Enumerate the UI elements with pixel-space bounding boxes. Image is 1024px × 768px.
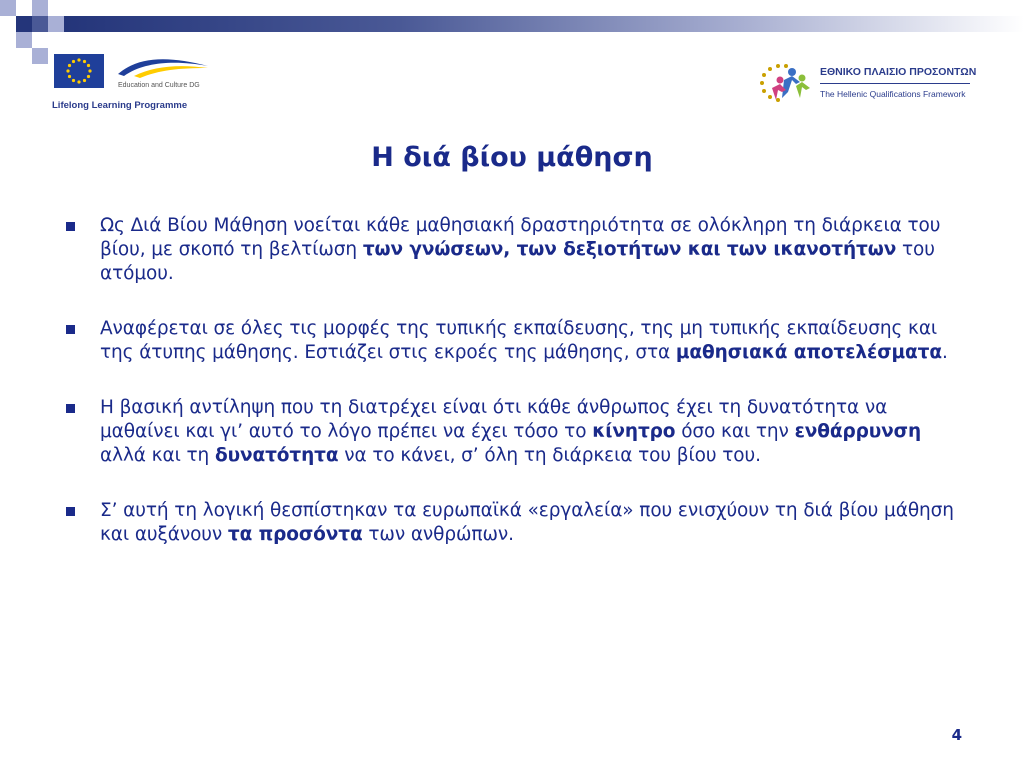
qualifications-emblem-icon [758, 60, 814, 106]
square-bullet-icon [66, 507, 75, 516]
bullet-item [64, 317, 964, 365]
eu-caption: Education and Culture DG [118, 82, 200, 89]
bullet-text: να το κάνει, σ’ όλη τη διάρκεια του βίου του. [338, 445, 761, 466]
bullet-emphasis: ενθάρρυνση [794, 421, 922, 442]
bullet-item [64, 396, 964, 468]
bullet-emphasis: κίνητρο [592, 421, 676, 442]
bullet-text: Ως Διά Βίου Μάθηση νοείται κάθε μαθησιακή δραστηριότητα σε ολόκληρη τη διάρκεια του βίου, με σκοπό τη βελτίωση [100, 215, 941, 260]
square-bullet-icon [66, 404, 75, 413]
hqf-subtitle: The Hellenic Qualifications Framework [820, 89, 966, 99]
bullet-emphasis: δυνατότητα [214, 445, 339, 466]
eu-education-culture-logo [52, 52, 212, 114]
bullet-text: αλλά και τη [100, 445, 215, 466]
hqf-title: ΕΘΝΙΚΟ ΠΛΑΙΣΙΟ ΠΡΟΣΟΝΤΩΝ [820, 66, 977, 78]
eu-programme-label: Lifelong Learning Programme [52, 100, 188, 111]
bullet-text: όσο και την [675, 421, 795, 442]
bullet-emphasis: μαθησιακά αποτελέσματα [675, 342, 942, 363]
bullet-text: του ατόμου. [100, 239, 935, 284]
slide-title: Η διά βίου μάθηση [371, 142, 653, 173]
hqf-logo [758, 58, 988, 110]
bullet-text: Η βασική αντίληψη που τη διατρέχει είναι ότι κάθε άνθρωπος έχει τη δυνατότητα να μαθαίνει και γι’ αυτό το λόγο πρέπει να έχει τόσο το [100, 397, 888, 442]
eu-flag-icon [54, 54, 104, 88]
bullet-text: Σ’ αυτή τη λογική θεσπίστηκαν τα ευρωπαϊκά «εργαλεία» που ενισχύουν τη διά βίου μάθηση και αυξάνουν [100, 500, 954, 545]
page-number: 4 [951, 726, 962, 744]
bullet-emphasis: των γνώσεων, των δεξιοτήτων και των ικανοτήτων [362, 239, 897, 260]
header-gradient-bar [64, 16, 1024, 32]
bullet-item [64, 499, 964, 547]
hqf-divider [820, 83, 970, 84]
bullet-text: των ανθρώπων. [362, 524, 514, 545]
bullet-emphasis: τα προσόντα [227, 524, 363, 545]
bullet-list [64, 214, 964, 578]
square-bullet-icon [66, 222, 75, 231]
swoosh-icon [114, 52, 212, 82]
bullet-item [64, 214, 964, 286]
bullet-text: . [941, 342, 948, 363]
square-bullet-icon [66, 325, 75, 334]
bullet-text: Αναφέρεται σε όλες τις μορφές της τυπικής εκπαίδευσης, της μη τυπικής εκπαίδευσης και της άτυπης μάθησης. Εστιάζει στις εκροές της μάθησης, στα [100, 318, 938, 363]
